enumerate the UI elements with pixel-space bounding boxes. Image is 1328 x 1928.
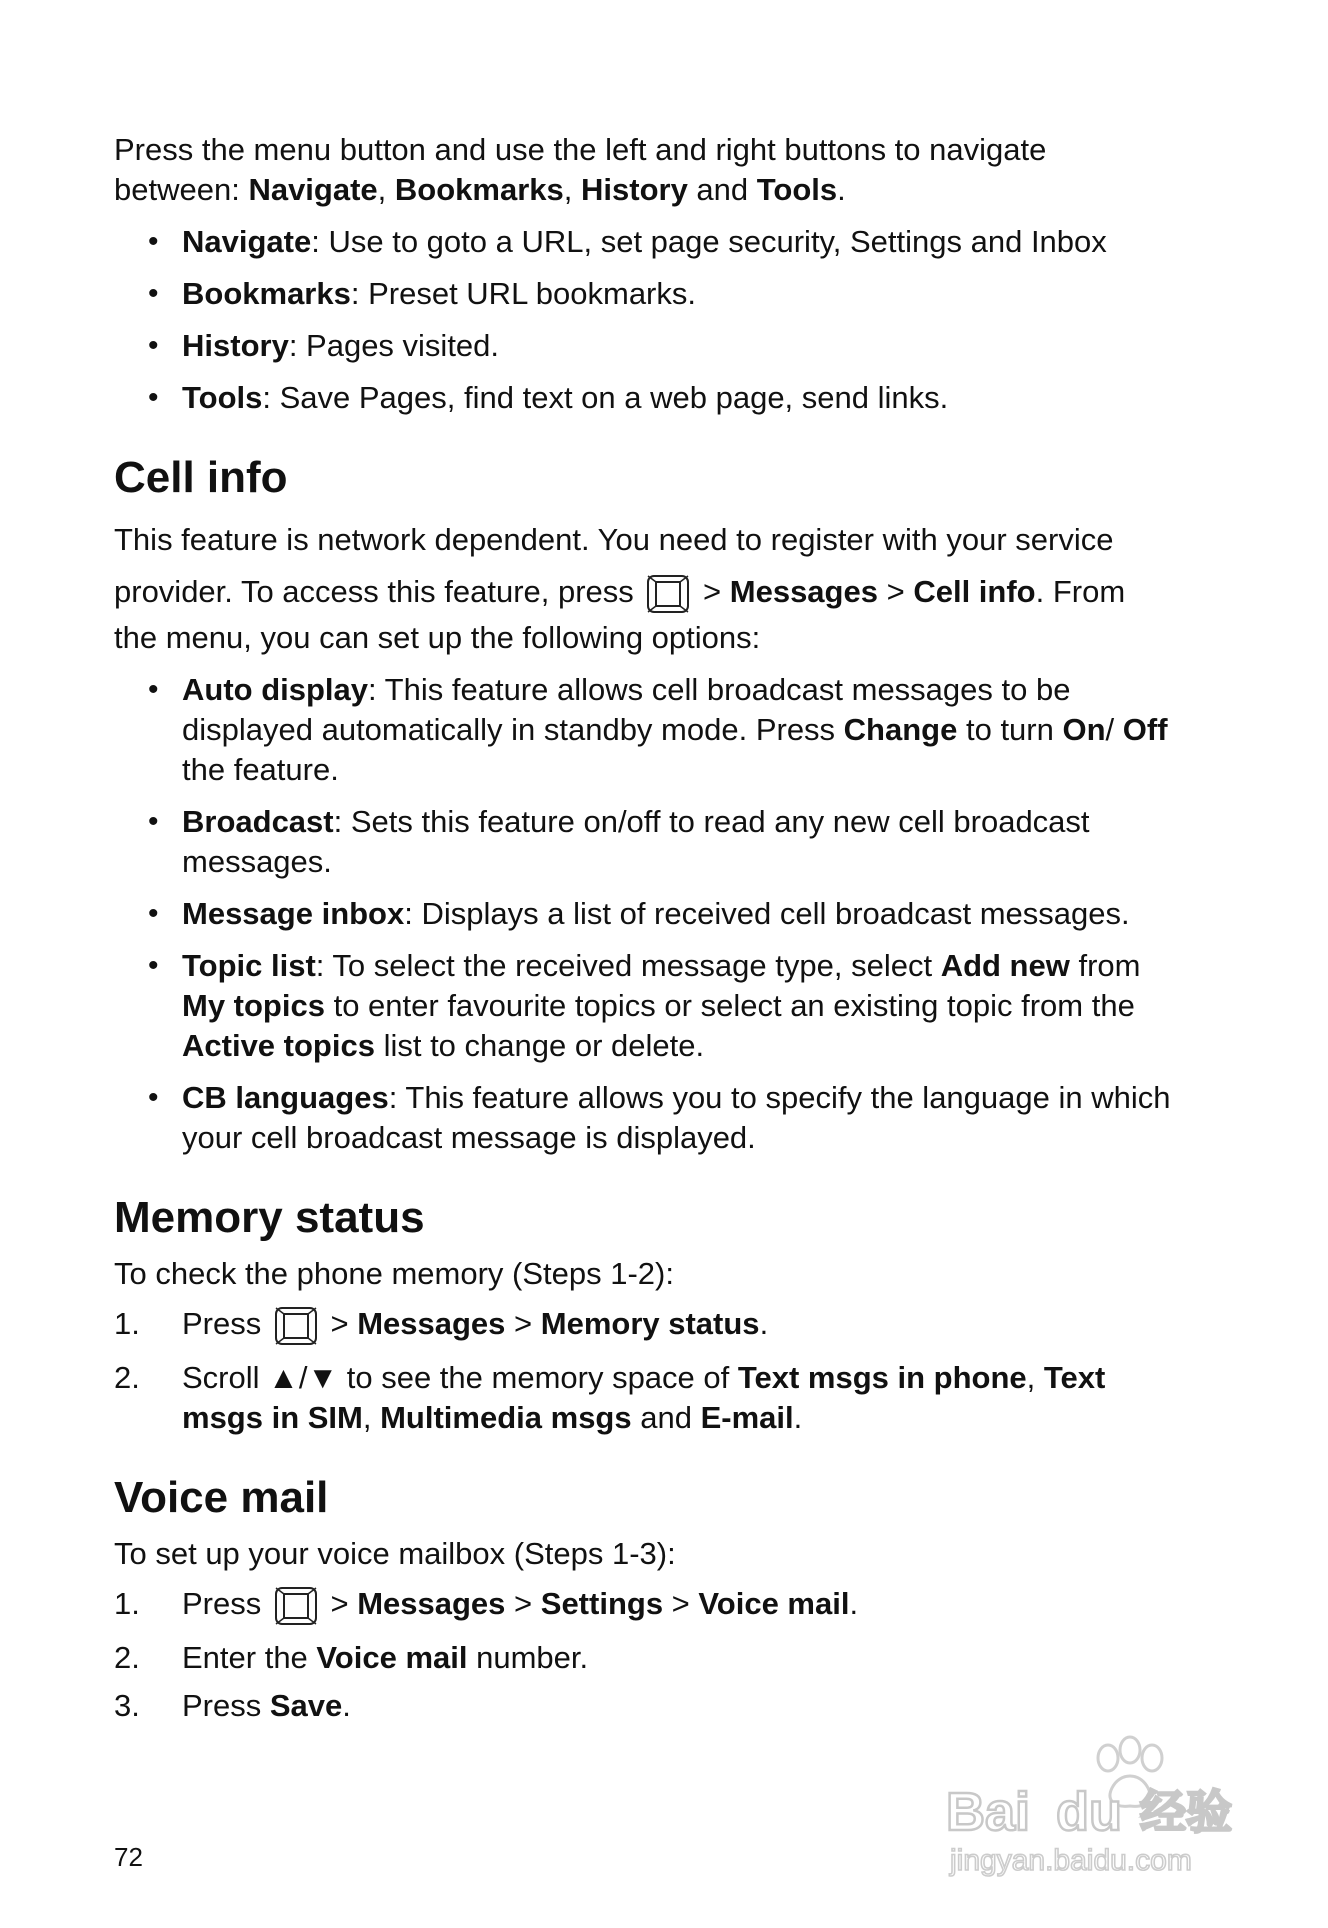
list-item [114,894,1174,934]
path-memory-status: Memory status [540,1306,760,1341]
menu-key-icon [274,1586,318,1626]
item-desc: : This feature allows cell broadcast messages to be displayed automatically in standby mode. Press [182,672,1071,747]
cell-info-p2 [114,566,1174,618]
para-text: provider. To access this feature, press [114,574,643,609]
step-text: Press [182,1688,270,1723]
section-heading-voice-mail: Voice mail [114,1473,329,1522]
term-history: History [581,172,688,207]
path-messages: Messages [357,1586,506,1621]
step-text: . [849,1586,859,1621]
item-term: Tools [182,380,263,415]
path-voice-mail: Voice mail [698,1586,850,1621]
path-settings: Settings [540,1586,664,1621]
cell-info-p1: This feature is network dependent. You need to register with your service [114,522,1114,557]
watermark-brand: Bai [946,1782,1031,1842]
path-sep: > [505,1586,541,1621]
step-item [114,1638,1174,1678]
term-navigate: Navigate [248,172,378,207]
item-term: History [182,328,289,363]
intro-line2 [114,170,1174,210]
manual-page [114,130,1174,1738]
path-sep: > [663,1586,699,1621]
step-text: Press [182,1586,270,1621]
section-heading-cell-info: Cell info [114,453,288,502]
watermark-url: jingyan.baidu.com [950,1844,1192,1877]
step-item [114,1584,1174,1626]
watermark-brand: 经验 [1140,1785,1232,1839]
step-number: 3. [114,1688,140,1723]
scroll-arrows-icon: ▲/▼ [268,1360,339,1395]
cell-info-options [114,670,1174,1158]
step-term: Save [269,1688,343,1723]
item-desc: : Use to goto a URL, set page security, Settings and Inbox [311,224,1107,259]
step-number: 1. [114,1586,140,1621]
path-sep: > [505,1306,541,1341]
para-text: . From [1035,574,1126,609]
step-text: , [362,1400,381,1435]
step-text: . [759,1306,769,1341]
term-tools: Tools [756,172,838,207]
intro-sep: . [837,172,846,207]
path-sep: > [694,574,730,609]
menu-key-icon [274,1306,318,1346]
step-term: Voice mail [316,1640,468,1675]
item-term: Bookmarks [182,276,351,311]
item-term: My topics [182,988,325,1023]
cell-info-p3: the menu, you can set up the following options: [114,620,761,655]
item-desc: : To select the received message type, select [315,948,941,983]
item-desc: : Sets this feature on/off to read any new cell broadcast messages. [182,804,1090,879]
step-text: , [1026,1360,1044,1395]
list-item [114,1078,1174,1158]
step-term: Multimedia msgs [380,1400,632,1435]
step-text: . [342,1688,351,1723]
item-term: Topic list [182,948,316,983]
intro-line1: Press the menu button and use the left and right buttons to navigate [114,132,1047,167]
menu-key-icon [646,574,690,614]
baidu-watermark [940,1728,1260,1878]
path-sep: > [321,1306,358,1341]
step-text: Scroll [182,1360,269,1395]
intro-text: between: [114,172,249,207]
item-desc: / [1105,712,1123,747]
step-number: 2. [114,1360,140,1395]
intro-sep: , [563,172,581,207]
intro-sep: , [377,172,395,207]
memory-status-intro: To check the phone memory (Steps 1-2): [114,1256,674,1291]
item-term: Active topics [182,1028,375,1063]
list-item [114,670,1174,790]
item-term: Message inbox [182,896,405,931]
step-text: Press [182,1306,270,1341]
step-term: Text msgs in SIM [182,1360,1106,1435]
item-desc: : This feature allows you to specify the language in which your cell broadcast message is displayed. [182,1080,1171,1155]
section-heading-memory-status: Memory status [114,1193,425,1242]
voice-mail-intro: To set up your voice mailbox (Steps 1-3): [114,1536,676,1571]
list-item [114,378,1174,418]
path-cell-info: Cell info [913,574,1036,609]
step-number: 2. [114,1640,140,1675]
item-term: CB languages [182,1080,389,1115]
item-desc: : Displays a list of received cell broadcast messages. [404,896,1130,931]
item-desc: to turn [957,712,1063,747]
item-term: Off [1122,712,1168,747]
page-number: 72 [114,1842,143,1872]
item-term: Add new [940,948,1070,983]
item-desc: list to change or delete. [374,1028,705,1063]
step-text: . [793,1400,803,1435]
step-text: Enter the [182,1640,317,1675]
item-desc: : Pages visited. [288,328,500,363]
list-item [114,222,1174,262]
step-term: E-mail [700,1400,794,1435]
path-messages: Messages [357,1306,506,1341]
term-bookmarks: Bookmarks [394,172,564,207]
item-desc: the feature. [182,752,339,787]
memory-status-steps [114,1304,1174,1438]
path-messages: Messages [729,574,878,609]
item-term: Auto display [182,672,369,707]
item-desc: : Save Pages, find text on a web page, send links. [262,380,949,415]
list-item [114,326,1174,366]
item-term: Broadcast [182,804,334,839]
path-sep: > [877,574,914,609]
item-desc: : Preset URL bookmarks. [350,276,696,311]
item-desc: to enter favourite topics or select an existing topic from the [324,988,1135,1023]
item-term: Change [843,712,958,747]
path-sep: > [321,1586,358,1621]
voice-mail-steps [114,1584,1174,1726]
item-term: Navigate [182,224,312,259]
item-term: On [1062,712,1106,747]
step-item [114,1304,1174,1346]
list-item [114,274,1174,314]
intro-sep: and [687,172,757,207]
step-item [114,1686,1174,1726]
item-desc: from [1069,948,1141,983]
list-item [114,946,1174,1066]
step-item [114,1358,1174,1438]
step-text: number. [467,1640,589,1675]
step-text: and [631,1400,701,1435]
watermark-brand: du [1056,1782,1122,1842]
step-number: 1. [114,1306,140,1341]
step-term: Text msgs in phone [737,1360,1027,1395]
browser-menu-list [114,222,1174,418]
step-text: to see the memory space of [338,1360,738,1395]
list-item [114,802,1174,882]
